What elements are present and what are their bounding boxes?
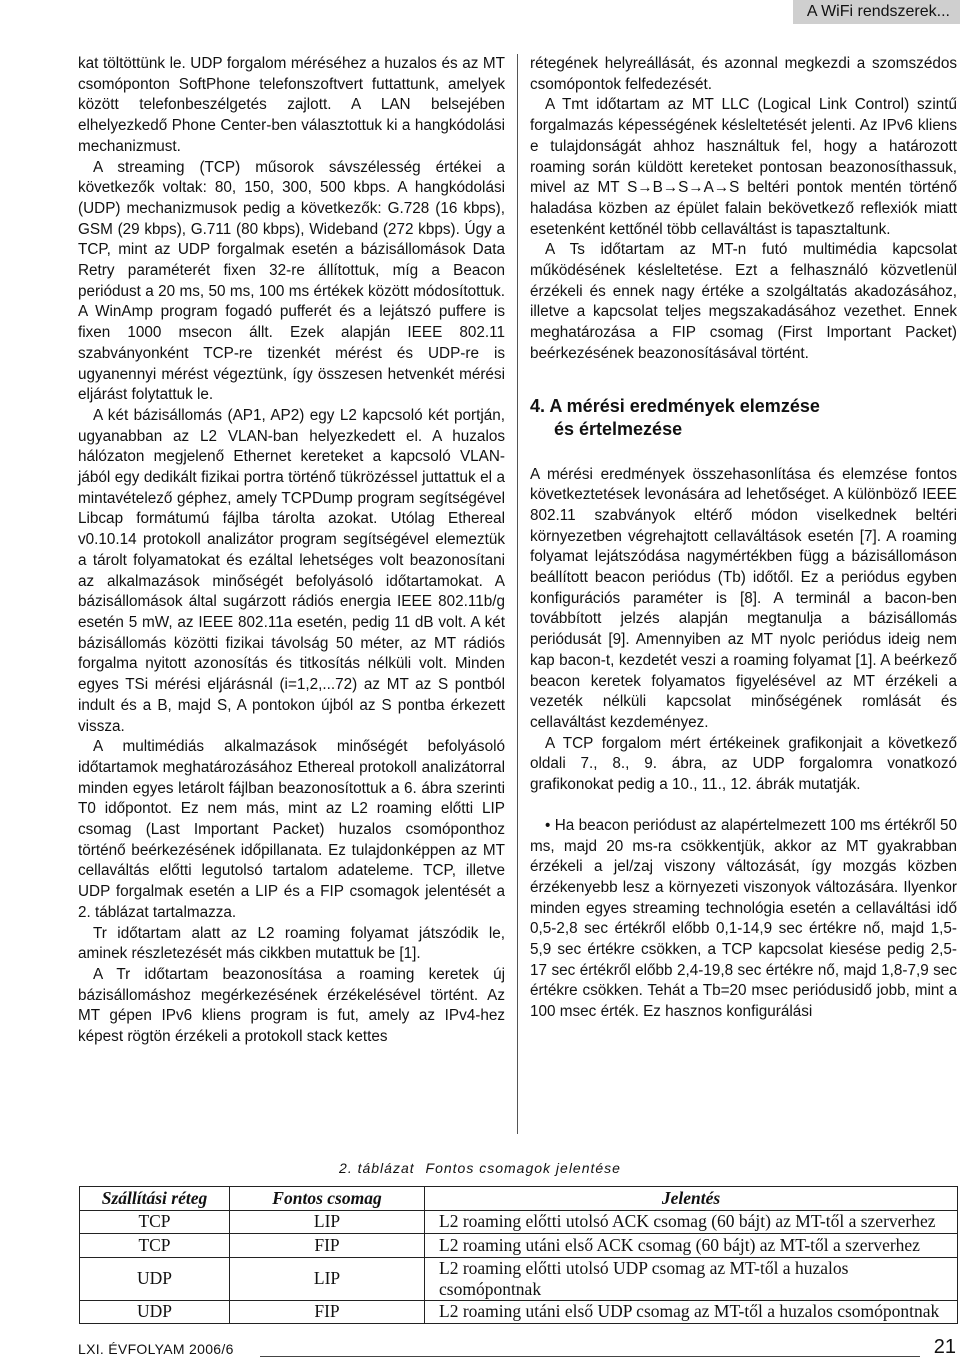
- table-cell: LIP: [230, 1257, 425, 1300]
- body-paragraph: A Ts időtartam az MT-n futó multimédia kapcsolat működésének késleltetése. Ezt a felhasználó közvetlenül érzékeli és ennek nagy értéke a szolgáltatás akadozásához, illetve a kapcsolat teljes megszakadásához vezethet. Ennek meghatározása a FIP csomag (First Important Packet) beérkezésének beazonosításával történt.: [530, 241, 957, 362]
- table-cell: L2 roaming utáni első ACK csomag (60 bájt) az MT-től a szerverhez: [425, 1234, 958, 1258]
- table-row: [80, 1300, 958, 1324]
- table-cell: TCP: [80, 1234, 230, 1258]
- column-divider: [517, 54, 518, 1134]
- journal-issue: LXI. ÉVFOLYAM 2006/6: [78, 1341, 234, 1357]
- table-header-cell: Szállítási réteg: [80, 1187, 230, 1211]
- body-paragraph: rétegének helyreállását, és azonnal megkezdi a szomszédos csomópontok felfedezését.: [530, 55, 957, 93]
- table-row: [80, 1210, 958, 1234]
- bullet-paragraph: • Ha beacon periódust az alapértelmezett 100 ms értékről 50 ms, majd 20 ms-ra csökkentjük, akkor az MT gyakrabban érzékeli a jel/zaj viszony változását, így mozgás közben érzékenyebb lesz a környezeti viszonyok változására. Ilyenkor minden egyes streaming technológia esetén a cellaváltási idő 0,5-2,8 sec értékről előbb 0,1-14,9 sec értékre nő, majd 1,5-5,9 sec értékre csökken, a TCP kapcsolat kiesése pedig 2,5-17 sec értékről előbb 2,4-19,8 sec értékre nő, majd 1,8-7,9 sec értékre csökken. Tehát a Tb=20 msec periódusidő jobb, mint a 100 msec érték. Ez hasznos konfigurálási: [530, 816, 957, 1021]
- body-paragraph: Tr időtartam alatt az L2 roaming folyamat játszódik le, aminek részletezését más cikkben mutattuk be [1].: [78, 924, 505, 963]
- body-paragraph: A Tr időtartam beazonosítása a roaming keretek új bázisállomáshoz megérkezésének érzékelésével történt. Az MT gépen IPv6 kliens program is fut, amely az IPv4-hez képest rögtön érzékeli a protokoll stack kettes: [78, 965, 505, 1046]
- table-row: [80, 1257, 958, 1300]
- running-header: A WiFi rendszerek...: [793, 0, 960, 24]
- left-column: [78, 54, 505, 1048]
- table-cell: FIP: [230, 1300, 425, 1324]
- table-cell: L2 roaming előtti utolsó UDP csomag az MT-től a huzalos csomópontnak: [425, 1257, 958, 1300]
- section-heading-line1: 4. A mérési eredmények elemzése: [530, 395, 820, 416]
- body-paragraph: A streaming (TCP) műsorok sávszélesség értékei a következők voltak: 80, 150, 300, 500 kbps. A hangkódolási (UDP) mechanizmusok pedig a következők: G.728 (16 kbps), GSM (29 kbps), G.711 (80 kbps), Wideband (272 kbps). Úgy a TCP, mint az UDP forgalmak esetén a bázisállomások Data Retry paraméterét fixen 32-re állítottuk, míg a Beacon periódust a 20 ms, 50 ms, 100 ms értékek között módosítottuk. A WinAmp program fogadó pufferét és a lejátszó puffere is fixen 1000 msecon állt. Ezek alapján IEEE 802.11 szabványonként TCP-re tizenkét mérést és UDP-re is ugyanennyi mérést végeztünk, így összesen hetvenkét mérési eljárást folytattuk le.: [78, 158, 505, 404]
- table-cell: LIP: [230, 1210, 425, 1234]
- table-cell: TCP: [80, 1210, 230, 1234]
- table-cell: L2 roaming utáni első UDP csomag az MT-től a huzalos csomópontnak: [425, 1300, 958, 1324]
- body-paragraph: A két bázisállomás (AP1, AP2) egy L2 kapcsoló két portján, ugyanabban az L2 VLAN-ban helyezkedett el. A huzalos hálózaton megjelenő Ethernet kereteket a kapcsoló VLAN-jából egy dedikált fizikai portra történő tükrözéssel juttattuk el a mintavételező géphez, amely TCPDump program segítségével Libcap formátumú fájlba tárolta azokat. Utólag Ethereal v0.10.14 protokoll analizátor program segítségével elemeztük a tárolt folyamatokat és ezáltal lehetséges volt beazonosítani az alkalmazások minőségét befolyásoló időtartamokat. A bázisállomások által sugárzott rádiós energia IEEE 802.11b/g esetén 5 mW, az IEEE 802.11a esetén, pedig 11 dB volt. A két bázisállomás közötti fizikai távolság 50 méter, az MT rádiós forgalma nyitott azonosítás és titkosítás nélküli volt. Minden egyes TSi mérési eljárásnál (i=1,2,...72) az MT az S pontból indult és a B, majd S, A pontokon újból az S pontba érkezett vissza.: [78, 406, 505, 735]
- body-paragraph: A multimédiás alkalmazások minőségét befolyásoló időtartamok meghatározásához Ethereal protokoll analizátorral minden egyes letárolt fájlban beazonosítottuk a 6. ábra szerinti T0 időpontot. Ez nem más, mint az L2 roaming előtti LIP csomag (Last Important Packet) huzalos csomóponthoz történő beérkezésének időpillanata. Ez tulajdonképpen az MT cellaváltás előtti legutolsó tartalom adateleme. TCP, illetve UDP forgalmak esetén a LIP és a FIP csomagok jelentését a 2. táblázat tartalmazza.: [78, 738, 505, 921]
- section-heading-line2: és értelmezése: [554, 418, 683, 439]
- table-header-row: [80, 1187, 958, 1211]
- table-row: [80, 1234, 958, 1258]
- right-column: [530, 54, 957, 1023]
- table-cell: UDP: [80, 1257, 230, 1300]
- table-caption: [0, 1160, 960, 1176]
- page-number: 21: [933, 1336, 956, 1358]
- table-caption-number: 2. táblázat: [339, 1160, 415, 1176]
- body-paragraph: A mérési eredmények összehasonlítása és elemzése fontos következtetések levonására ad lehetőséget. A különböző IEEE 802.11 szabványok eltérő módon viselkednek beltéri környezetben végrehajtott cellaváltások esetén [7]. A roaming folyamat lejátszódása nagymértékben függ a bázisállomáson beállított beacon periódus (Tb) időtől. Ez a periódus egyben konfigurációs paraméter is [8]. A terminál a bacon-ben továbbított jelzés alapján megtanulja a bázisállomás periódusát [9]. Amennyiben az MT nyolc periódus ideig nem kap bacon-t, kezdetét veszi a roaming folyamat [1]. A beérkező beacon keretek folyamatos figyelésével az MT érzékeli a vezeték nélküli kapcsolat minőségének romlását és cellaváltást kezdeményez.: [530, 465, 957, 731]
- footer-rule: [260, 1356, 920, 1357]
- table-cell: UDP: [80, 1300, 230, 1324]
- table-cell: L2 roaming előtti utolsó ACK csomag (60 bájt) az MT-től a szerverhez: [425, 1210, 958, 1234]
- table-header-cell: Jelentés: [425, 1187, 958, 1211]
- section-heading: [530, 395, 957, 441]
- table-header-cell: Fontos csomag: [230, 1187, 425, 1211]
- body-paragraph: kat töltöttünk le. UDP forgalom méréséhez a huzalos és az MT csomóponton SoftPhone telefonszoftvert futtattunk, amelyek között telefonbeszélgetés zajlott. A LAN belsejében elhelyezkedő Phone Center-ben választottuk ki a hangkódolási mechanizmust.: [78, 55, 505, 155]
- table-cell: FIP: [230, 1234, 425, 1258]
- packet-table: [79, 1186, 958, 1324]
- table-caption-text: Fontos csomagok jelentése: [425, 1160, 621, 1176]
- body-paragraph: A Tmt időtartam az MT LLC (Logical Link Control) szintű forgalmazás képességének késleltetését jelenti. Az IPv6 kliens e tulajdonságát ahhoz használtuk fel, hogy a határozott roaming során küldött kereteket pontosan beazonosíthassuk, mivel az MT S→B→S→A→S beltéri pontok mentén történő haladása közben az épület falain bekövetkező reflexiók miatt esetenként kettőnél több cellaváltást is tapasztaltunk.: [530, 96, 957, 238]
- body-paragraph: A TCP forgalom mért értékeinek grafikonjait a következő oldali 7., 8., 9. ábra, az UDP forgalomra vonatkozó grafikonokat pedig a 10., 11., 12. ábrák mutatják.: [530, 734, 957, 794]
